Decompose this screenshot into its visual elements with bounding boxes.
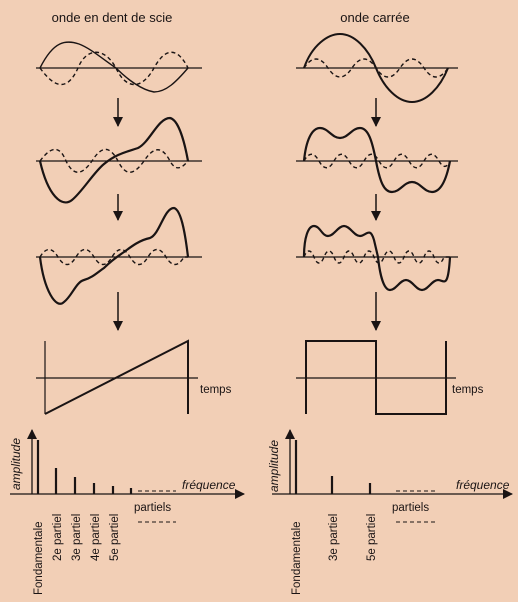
square-label-fundamental: Fondamentale: [291, 521, 303, 595]
sawtooth-label-partial-4: 4e partiel: [90, 513, 102, 561]
sawtooth-stage-3: [36, 208, 202, 304]
sawtooth-frequency-label: fréquence: [182, 478, 236, 492]
sawtooth-spectrum: [9, 430, 244, 595]
square-title: onde carrée: [340, 10, 410, 25]
sawtooth-label-partial-2: 2e partiel: [52, 513, 64, 561]
square-amplitude-label: amplitude: [267, 439, 281, 492]
sawtooth-time-label: temps: [200, 384, 232, 396]
square-time-label: temps: [452, 384, 484, 396]
square-stage-3: [296, 226, 458, 290]
square-stage-1: [296, 34, 458, 102]
square-stage-2: [296, 128, 458, 192]
square-frequency-label: fréquence: [456, 478, 510, 492]
sawtooth-stage-2: [36, 118, 202, 202]
square-sum-2: [304, 128, 450, 192]
square-sum-3: [304, 226, 450, 290]
sawtooth-ideal: [36, 341, 232, 414]
square-label-partial-3: 3e partiel: [328, 513, 340, 561]
square-ideal: [296, 341, 484, 414]
square-partials-label: partiels: [392, 502, 430, 514]
sawtooth-label-partial-5: 5e partiel: [109, 513, 121, 561]
sawtooth-partials-label: partiels: [134, 502, 172, 514]
sawtooth-sum-2: [40, 118, 188, 202]
sawtooth-amplitude-label: amplitude: [9, 437, 23, 490]
square-spectrum: [267, 430, 512, 595]
sawtooth-stage-1: [36, 42, 202, 92]
sawtooth-label-fundamental: Fondamentale: [33, 521, 45, 595]
square-label-partial-5: 5e partiel: [366, 513, 378, 561]
sawtooth-title: onde en dent de scie: [51, 10, 173, 25]
sawtooth-label-partial-3: 3e partiel: [71, 513, 83, 561]
